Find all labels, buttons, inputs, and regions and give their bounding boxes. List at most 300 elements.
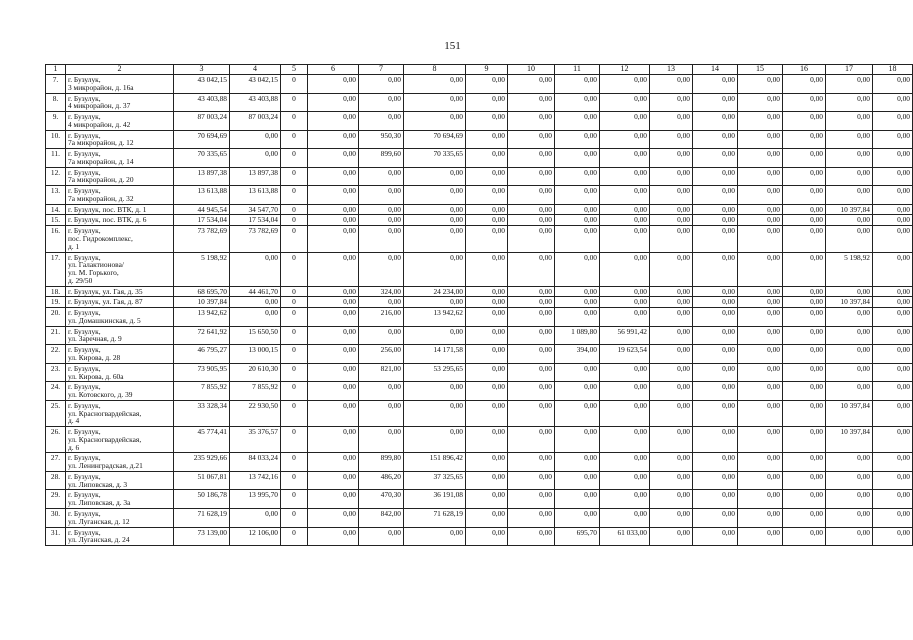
value-cell: 0,00 (404, 400, 466, 426)
value-cell: 0,00 (359, 112, 404, 131)
value-cell: 34 547,70 (230, 204, 281, 215)
value-cell: 0,00 (359, 75, 404, 94)
value-cell: 0,00 (693, 75, 738, 94)
value-cell: 0,00 (873, 149, 913, 168)
value-cell: 0,00 (600, 453, 650, 472)
value-cell: 0,00 (738, 252, 783, 286)
value-cell: 0,00 (466, 204, 508, 215)
value-cell: 0,00 (693, 400, 738, 426)
value-cell: 394,00 (555, 345, 600, 364)
table-row (46, 286, 913, 297)
value-cell: 0,00 (600, 149, 650, 168)
value-cell: 71 628,19 (404, 508, 466, 527)
value-cell: 0,00 (650, 363, 693, 382)
value-cell: 61 033,00 (600, 527, 650, 546)
value-cell: 43 042,15 (174, 75, 230, 94)
value-cell: 0,00 (359, 252, 404, 286)
value-cell: 10 397,84 (826, 400, 873, 426)
value-cell: 0,00 (404, 167, 466, 186)
value-cell: 0,00 (873, 363, 913, 382)
value-cell: 0,00 (600, 297, 650, 308)
value-cell: 0,00 (783, 527, 826, 546)
value-cell: 0 (281, 75, 308, 94)
row-number: 15. (46, 215, 66, 226)
column-header: 1 (46, 65, 66, 75)
value-cell: 0,00 (508, 286, 555, 297)
value-cell: 73 782,69 (174, 226, 230, 252)
value-cell: 0,00 (693, 226, 738, 252)
value-cell: 0,00 (650, 453, 693, 472)
value-cell: 695,70 (555, 527, 600, 546)
value-cell: 0,00 (308, 297, 359, 308)
value-cell: 0,00 (508, 186, 555, 205)
value-cell: 0,00 (404, 297, 466, 308)
value-cell: 13 942,62 (174, 308, 230, 327)
value-cell: 70 335,65 (404, 149, 466, 168)
value-cell: 0,00 (826, 363, 873, 382)
value-cell: 0,00 (826, 326, 873, 345)
value-cell: 0,00 (738, 130, 783, 149)
value-cell: 0,00 (555, 453, 600, 472)
value-cell: 0,00 (555, 75, 600, 94)
value-cell: 0,00 (555, 363, 600, 382)
value-cell: 0,00 (650, 130, 693, 149)
row-number: 12. (46, 167, 66, 186)
value-cell: 0,00 (783, 130, 826, 149)
row-number: 20. (46, 308, 66, 327)
value-cell: 0,00 (359, 400, 404, 426)
value-cell: 0,00 (783, 75, 826, 94)
value-cell: 0,00 (738, 112, 783, 131)
value-cell: 0,00 (600, 215, 650, 226)
value-cell: 0,00 (508, 382, 555, 401)
value-cell: 0,00 (650, 471, 693, 490)
value-cell: 0,00 (738, 186, 783, 205)
value-cell: 821,00 (359, 363, 404, 382)
row-number: 8. (46, 93, 66, 112)
address-cell: г. Бузулук, 7а микрорайон, д. 14 (66, 149, 174, 168)
value-cell: 0,00 (404, 186, 466, 205)
value-cell: 0 (281, 204, 308, 215)
value-cell: 0,00 (600, 363, 650, 382)
value-cell: 70 694,69 (404, 130, 466, 149)
value-cell: 0,00 (783, 508, 826, 527)
value-cell: 35 376,57 (230, 427, 281, 453)
address-cell: г. Бузулук, ул. Луганская, д. 24 (66, 527, 174, 546)
value-cell: 17 534,04 (174, 215, 230, 226)
value-cell: 0 (281, 326, 308, 345)
value-cell: 0,00 (650, 226, 693, 252)
value-cell: 0,00 (650, 93, 693, 112)
value-cell: 0,00 (693, 345, 738, 364)
value-cell: 0,00 (308, 112, 359, 131)
value-cell: 0,00 (873, 186, 913, 205)
value-cell: 0,00 (650, 527, 693, 546)
value-cell: 72 641,92 (174, 326, 230, 345)
value-cell: 0,00 (555, 286, 600, 297)
value-cell: 36 191,08 (404, 490, 466, 509)
address-cell: г. Бузулук, ул. Гая, д. 35 (66, 286, 174, 297)
address-cell: г. Бузулук, ул. Ленинградская, д.21 (66, 453, 174, 472)
value-cell: 0,00 (404, 427, 466, 453)
value-cell: 0,00 (555, 215, 600, 226)
value-cell: 0,00 (600, 252, 650, 286)
value-cell: 0,00 (693, 130, 738, 149)
value-cell: 0,00 (738, 215, 783, 226)
value-cell: 0,00 (555, 471, 600, 490)
value-cell: 0,00 (873, 93, 913, 112)
table-row (46, 427, 913, 453)
value-cell: 0,00 (826, 167, 873, 186)
value-cell: 0,00 (873, 326, 913, 345)
value-cell: 0,00 (508, 345, 555, 364)
table-row (46, 297, 913, 308)
value-cell: 0,00 (404, 215, 466, 226)
value-cell: 0,00 (308, 490, 359, 509)
value-cell: 0 (281, 297, 308, 308)
value-cell: 0,00 (600, 93, 650, 112)
value-cell: 0,00 (693, 363, 738, 382)
value-cell: 0,00 (555, 308, 600, 327)
value-cell: 0,00 (693, 490, 738, 509)
value-cell: 0,00 (783, 453, 826, 472)
value-cell: 0,00 (873, 297, 913, 308)
address-cell: г. Бузулук, ул. Галактионова/ ул. М. Горького, д. 29/50 (66, 252, 174, 286)
value-cell: 0 (281, 130, 308, 149)
value-cell: 0,00 (230, 308, 281, 327)
value-cell: 0,00 (873, 490, 913, 509)
column-header: 11 (555, 65, 600, 75)
value-cell: 0,00 (308, 252, 359, 286)
value-cell: 43 403,88 (230, 93, 281, 112)
value-cell: 0,00 (404, 252, 466, 286)
table-row (46, 93, 913, 112)
value-cell: 0,00 (308, 308, 359, 327)
column-header: 18 (873, 65, 913, 75)
value-cell: 0,00 (826, 215, 873, 226)
value-cell: 0,00 (826, 75, 873, 94)
value-cell: 0,00 (359, 204, 404, 215)
value-cell: 0,00 (873, 215, 913, 226)
value-cell: 0,00 (783, 427, 826, 453)
column-header: 14 (693, 65, 738, 75)
value-cell: 0,00 (359, 427, 404, 453)
value-cell: 0,00 (783, 345, 826, 364)
value-cell: 0,00 (693, 471, 738, 490)
value-cell: 0,00 (555, 382, 600, 401)
table-row (46, 75, 913, 94)
value-cell: 0,00 (359, 186, 404, 205)
value-cell: 10 397,84 (826, 297, 873, 308)
value-cell: 45 774,41 (174, 427, 230, 453)
column-header: 2 (66, 65, 174, 75)
value-cell: 0,00 (738, 204, 783, 215)
value-cell: 0,00 (873, 204, 913, 215)
value-cell: 0,00 (650, 297, 693, 308)
value-cell: 0,00 (826, 471, 873, 490)
value-cell: 13 995,70 (230, 490, 281, 509)
value-cell: 0,00 (783, 363, 826, 382)
column-header: 9 (466, 65, 508, 75)
table-row (46, 112, 913, 131)
value-cell: 0,00 (738, 527, 783, 546)
value-cell: 0,00 (738, 149, 783, 168)
value-cell: 0 (281, 149, 308, 168)
value-cell: 0,00 (650, 215, 693, 226)
value-cell: 13 613,88 (174, 186, 230, 205)
value-cell: 0,00 (693, 149, 738, 168)
value-cell: 0,00 (230, 130, 281, 149)
address-cell: г. Бузулук, ул. Гая, д. 87 (66, 297, 174, 308)
value-cell: 0,00 (466, 167, 508, 186)
value-cell: 0,00 (826, 112, 873, 131)
value-cell: 0,00 (738, 453, 783, 472)
data-table (45, 64, 913, 546)
row-number: 7. (46, 75, 66, 94)
address-cell: г. Бузулук, ул. Кирова, д. 60а (66, 363, 174, 382)
value-cell: 0,00 (738, 167, 783, 186)
address-cell: г. Бузулук, ул. Липовская, д. 3а (66, 490, 174, 509)
value-cell: 0,00 (508, 149, 555, 168)
value-cell: 0,00 (230, 297, 281, 308)
value-cell: 0,00 (308, 93, 359, 112)
value-cell: 0,00 (738, 508, 783, 527)
value-cell: 0,00 (693, 308, 738, 327)
value-cell: 0,00 (466, 130, 508, 149)
value-cell: 0,00 (600, 490, 650, 509)
value-cell: 0,00 (826, 527, 873, 546)
value-cell: 0,00 (600, 400, 650, 426)
value-cell: 0,00 (783, 286, 826, 297)
value-cell: 0,00 (308, 130, 359, 149)
value-cell: 0,00 (308, 345, 359, 364)
value-cell: 0,00 (600, 130, 650, 149)
value-cell: 0,00 (650, 326, 693, 345)
value-cell: 0,00 (555, 508, 600, 527)
value-cell: 50 186,78 (174, 490, 230, 509)
value-cell: 0,00 (826, 308, 873, 327)
address-cell: г. Бузулук, ул. Луганская, д. 12 (66, 508, 174, 527)
value-cell: 13 613,88 (230, 186, 281, 205)
row-number: 26. (46, 427, 66, 453)
column-header: 10 (508, 65, 555, 75)
value-cell: 0,00 (873, 471, 913, 490)
value-cell: 256,00 (359, 345, 404, 364)
table-row (46, 226, 913, 252)
value-cell: 0 (281, 308, 308, 327)
value-cell: 0,00 (466, 427, 508, 453)
value-cell: 70 335,65 (174, 149, 230, 168)
value-cell: 0,00 (508, 471, 555, 490)
value-cell: 0,00 (600, 204, 650, 215)
value-cell: 0,00 (508, 427, 555, 453)
address-cell: г. Бузулук, 4 микрорайон, д. 37 (66, 93, 174, 112)
value-cell: 43 042,15 (230, 75, 281, 94)
value-cell: 0,00 (783, 252, 826, 286)
value-cell: 0,00 (738, 471, 783, 490)
value-cell: 0 (281, 226, 308, 252)
value-cell: 0,00 (555, 204, 600, 215)
table-row (46, 490, 913, 509)
value-cell: 0,00 (693, 93, 738, 112)
value-cell: 0,00 (693, 297, 738, 308)
row-number: 23. (46, 363, 66, 382)
value-cell: 0,00 (308, 186, 359, 205)
address-cell: г. Бузулук, ул. Заречная, д. 9 (66, 326, 174, 345)
value-cell: 0,00 (738, 75, 783, 94)
value-cell: 0,00 (308, 527, 359, 546)
address-cell: г. Бузулук, 7а микрорайон, д. 20 (66, 167, 174, 186)
value-cell: 0,00 (600, 286, 650, 297)
value-cell: 0,00 (555, 149, 600, 168)
value-cell: 13 897,38 (174, 167, 230, 186)
value-cell: 33 328,34 (174, 400, 230, 426)
column-header: 5 (281, 65, 308, 75)
table-row (46, 363, 913, 382)
value-cell: 0,00 (873, 508, 913, 527)
row-number: 9. (46, 112, 66, 131)
value-cell: 0,00 (404, 112, 466, 131)
column-header: 16 (783, 65, 826, 75)
value-cell: 0,00 (404, 226, 466, 252)
value-cell: 87 003,24 (230, 112, 281, 131)
value-cell: 0,00 (466, 252, 508, 286)
value-cell: 0,00 (693, 427, 738, 453)
value-cell: 324,00 (359, 286, 404, 297)
value-cell: 0,00 (693, 286, 738, 297)
value-cell: 0,00 (738, 490, 783, 509)
value-cell: 0,00 (693, 382, 738, 401)
table-row (46, 204, 913, 215)
value-cell: 0,00 (693, 527, 738, 546)
value-cell: 0,00 (359, 527, 404, 546)
value-cell: 0,00 (508, 204, 555, 215)
value-cell: 0,00 (466, 186, 508, 205)
value-cell: 470,30 (359, 490, 404, 509)
value-cell: 0,00 (308, 167, 359, 186)
value-cell: 0,00 (783, 308, 826, 327)
row-number: 19. (46, 297, 66, 308)
value-cell: 0,00 (826, 490, 873, 509)
address-cell: г. Бузулук, 3 микрорайон, д. 16а (66, 75, 174, 94)
table-row (46, 130, 913, 149)
value-cell: 0,00 (783, 326, 826, 345)
value-cell: 0,00 (404, 527, 466, 546)
value-cell: 14 171,58 (404, 345, 466, 364)
value-cell: 0 (281, 252, 308, 286)
value-cell: 0,00 (693, 326, 738, 345)
value-cell: 20 610,30 (230, 363, 281, 382)
value-cell: 0,00 (308, 508, 359, 527)
value-cell: 0 (281, 400, 308, 426)
value-cell: 0,00 (404, 75, 466, 94)
value-cell: 0,00 (508, 167, 555, 186)
column-header: 12 (600, 65, 650, 75)
value-cell: 0,00 (404, 93, 466, 112)
column-header: 13 (650, 65, 693, 75)
value-cell: 1 089,80 (555, 326, 600, 345)
value-cell: 0,00 (650, 490, 693, 509)
value-cell: 0,00 (826, 186, 873, 205)
value-cell: 0,00 (826, 508, 873, 527)
value-cell: 0,00 (826, 382, 873, 401)
address-cell: г. Бузулук, ул. Домашкинская, д. 5 (66, 308, 174, 327)
value-cell: 486,20 (359, 471, 404, 490)
value-cell: 0,00 (555, 186, 600, 205)
value-cell: 0,00 (826, 286, 873, 297)
value-cell: 0,00 (650, 427, 693, 453)
value-cell: 0,00 (650, 167, 693, 186)
address-cell: г. Бузулук, пос. ВТК, д. 6 (66, 215, 174, 226)
column-header: 8 (404, 65, 466, 75)
value-cell: 44 945,54 (174, 204, 230, 215)
value-cell: 0,00 (508, 93, 555, 112)
value-cell: 0,00 (826, 345, 873, 364)
value-cell: 0,00 (466, 326, 508, 345)
value-cell: 0,00 (738, 427, 783, 453)
table-row (46, 400, 913, 426)
value-cell: 0,00 (650, 400, 693, 426)
value-cell: 0,00 (873, 382, 913, 401)
value-cell: 0,00 (508, 453, 555, 472)
value-cell: 0 (281, 527, 308, 546)
value-cell: 56 991,42 (600, 326, 650, 345)
value-cell: 53 295,65 (404, 363, 466, 382)
row-number: 10. (46, 130, 66, 149)
value-cell: 0,00 (508, 326, 555, 345)
value-cell: 0,00 (508, 112, 555, 131)
value-cell: 10 397,84 (826, 204, 873, 215)
value-cell: 0,00 (466, 453, 508, 472)
value-cell: 7 855,92 (174, 382, 230, 401)
value-cell: 0,00 (873, 75, 913, 94)
value-cell: 0,00 (783, 382, 826, 401)
table-row (46, 326, 913, 345)
value-cell: 0 (281, 286, 308, 297)
value-cell: 0,00 (600, 167, 650, 186)
value-cell: 0,00 (359, 226, 404, 252)
value-cell: 0,00 (308, 149, 359, 168)
value-cell: 235 929,66 (174, 453, 230, 472)
value-cell: 0,00 (650, 382, 693, 401)
value-cell: 0,00 (738, 345, 783, 364)
value-cell: 0,00 (650, 204, 693, 215)
value-cell: 0,00 (308, 363, 359, 382)
value-cell: 19 623,54 (600, 345, 650, 364)
row-number: 24. (46, 382, 66, 401)
row-number: 28. (46, 471, 66, 490)
value-cell: 842,00 (359, 508, 404, 527)
address-cell: г. Бузулук, ул. Котовского, д. 39 (66, 382, 174, 401)
value-cell: 0,00 (359, 93, 404, 112)
value-cell: 0,00 (555, 167, 600, 186)
value-cell: 0,00 (466, 75, 508, 94)
address-cell: г. Бузулук, ул. Кирова, д. 28 (66, 345, 174, 364)
value-cell: 0,00 (873, 527, 913, 546)
value-cell: 0,00 (508, 252, 555, 286)
value-cell: 0,00 (359, 297, 404, 308)
table-row (46, 508, 913, 527)
value-cell: 0,00 (466, 215, 508, 226)
value-cell: 0,00 (600, 186, 650, 205)
value-cell: 0,00 (783, 400, 826, 426)
value-cell: 0,00 (308, 204, 359, 215)
value-cell: 15 650,50 (230, 326, 281, 345)
row-number: 21. (46, 326, 66, 345)
value-cell: 0,00 (466, 308, 508, 327)
value-cell: 0,00 (308, 286, 359, 297)
value-cell: 0 (281, 490, 308, 509)
